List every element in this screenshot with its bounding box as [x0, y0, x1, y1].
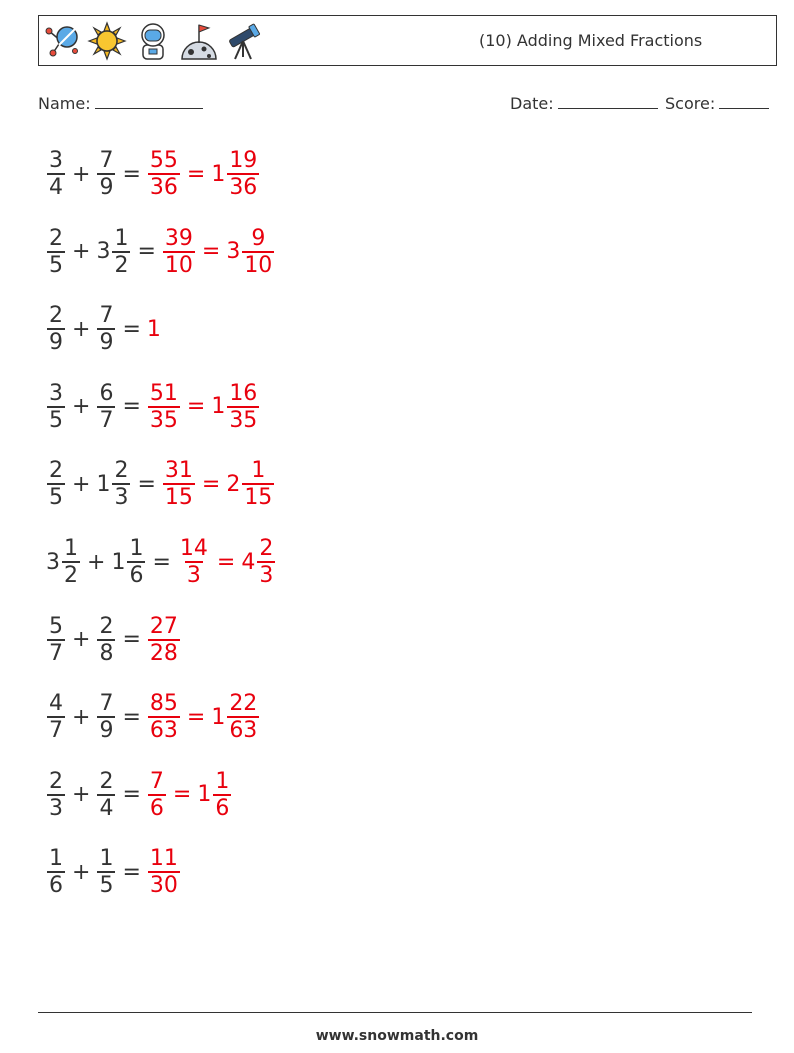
- addend-a-term: [46, 846, 66, 898]
- answer-mixed-whole: 1: [211, 704, 226, 730]
- addend-a-denominator: 6: [49, 873, 63, 899]
- addend-b-fraction: [97, 303, 115, 355]
- addend-b-denominator: 9: [99, 718, 114, 744]
- addend-a-whole: 3: [46, 549, 60, 575]
- addend-b-denominator: 9: [99, 330, 114, 356]
- answer-mixed-whole: 1: [211, 394, 226, 420]
- answer-improper-numerator: 27: [149, 613, 178, 639]
- addend-b-numerator: 7: [99, 148, 114, 173]
- addend-b-numerator: 2: [99, 613, 114, 639]
- addend-a-fraction: [47, 769, 65, 821]
- plus-sign: +: [72, 782, 91, 808]
- answer-mixed-numerator: 16: [229, 380, 258, 406]
- addend-a-fraction: [47, 614, 65, 666]
- answer-improper-denominator: 28: [149, 640, 178, 666]
- answer-improper-term: [147, 614, 181, 666]
- problem-row: [46, 143, 260, 205]
- problem-row: [46, 609, 181, 671]
- addend-b-fraction: [97, 769, 115, 821]
- name-label: Name:: [38, 94, 91, 113]
- answer-improper-numerator: 39: [164, 225, 193, 251]
- answer-mixed-whole: 2: [226, 471, 241, 497]
- plus-sign: +: [72, 239, 91, 265]
- addend-b-numerator: 6: [99, 380, 114, 406]
- addend-b-whole: 1: [96, 471, 111, 497]
- answer-improper-fraction: [148, 148, 180, 200]
- addend-b-term: [111, 536, 146, 588]
- addend-a-numerator: 2: [49, 225, 63, 251]
- addend-b-whole: 1: [111, 549, 126, 575]
- addend-a-term: [46, 536, 81, 588]
- plus-sign: +: [72, 316, 91, 342]
- addend-a-denominator: 7: [49, 718, 63, 744]
- answer-equals-sign: =: [186, 161, 206, 187]
- addend-b-numerator: 2: [114, 458, 129, 484]
- answer-improper-term: [162, 458, 196, 510]
- answer-mixed-fraction: [227, 148, 259, 200]
- plus-sign: +: [72, 161, 91, 187]
- addend-b-fraction: [97, 381, 115, 433]
- score-label: Score:: [665, 94, 716, 113]
- equals-sign: =: [137, 239, 156, 265]
- problem-row: [46, 298, 161, 360]
- addend-a-fraction: [47, 691, 65, 743]
- answer-improper-denominator: 10: [164, 252, 193, 278]
- answer: [162, 458, 275, 510]
- addend-b-term: [96, 614, 116, 666]
- answer-equals-sign: =: [216, 549, 236, 575]
- equals-sign: =: [122, 394, 141, 420]
- answer-improper-denominator: 6: [149, 795, 164, 821]
- addend-a-numerator: 4: [49, 691, 63, 717]
- addend-a-term: [46, 458, 66, 510]
- answer-mixed-denominator: 10: [244, 252, 273, 278]
- answer: [147, 148, 260, 200]
- addend-a-denominator: 9: [49, 330, 63, 356]
- answer: [147, 769, 232, 821]
- addend-a-fraction: [47, 226, 65, 278]
- equals-sign: =: [122, 704, 141, 730]
- answer-equals-sign: =: [172, 782, 192, 808]
- answer-mixed-fraction: [227, 691, 259, 743]
- addend-b-fraction: [127, 536, 145, 588]
- addend-a-fraction: [62, 536, 80, 588]
- sun-icon: [87, 21, 127, 61]
- astronaut-icon: [133, 21, 173, 61]
- equals-sign: =: [122, 627, 141, 653]
- equals-sign: =: [122, 161, 141, 187]
- footer-divider: [38, 1012, 752, 1013]
- answer-improper-term: [147, 381, 181, 433]
- addend-a-denominator: 2: [64, 563, 78, 588]
- addend-b-numerator: 7: [99, 303, 114, 329]
- answer-improper-fraction: [163, 226, 195, 278]
- addend-a-denominator: 5: [49, 252, 63, 278]
- addend-b-denominator: 6: [129, 563, 144, 588]
- answer-mixed-term: [241, 536, 276, 588]
- answer-mixed-fraction: [242, 458, 274, 510]
- addend-a-fraction: [47, 846, 65, 898]
- name-field: [38, 92, 203, 115]
- addend-a-numerator: 2: [49, 768, 63, 794]
- score-field: [665, 92, 769, 115]
- plus-sign: +: [87, 549, 106, 575]
- addend-a-numerator: 1: [49, 846, 63, 872]
- answer-mixed-numerator: 2: [259, 536, 274, 561]
- problem-row: [46, 453, 275, 515]
- addend-b-term: [96, 226, 131, 278]
- answer-improper-fraction: [148, 381, 180, 433]
- problem-row: [46, 841, 181, 903]
- addend-b-numerator: 1: [99, 846, 114, 872]
- answer-improper-numerator: 31: [164, 458, 193, 484]
- answer-mixed-denominator: 6: [215, 795, 230, 821]
- addend-b-denominator: 2: [114, 252, 129, 278]
- addend-b-numerator: 7: [99, 691, 114, 717]
- answer-mixed-whole: 1: [211, 161, 226, 187]
- plus-sign: +: [72, 859, 91, 885]
- addend-a-term: [46, 769, 66, 821]
- addend-b-term: [96, 458, 131, 510]
- answer-mixed-term: [226, 226, 275, 278]
- answer-mixed-term: [211, 381, 260, 433]
- addend-a-fraction: [47, 381, 65, 433]
- answer-mixed-term: [211, 148, 260, 200]
- answer-improper-term: [147, 148, 181, 200]
- addend-a-term: [46, 614, 66, 666]
- addend-b-denominator: 7: [99, 407, 114, 433]
- addend-b-denominator: 4: [99, 795, 114, 821]
- score-blank[interactable]: [719, 92, 769, 109]
- addend-b-fraction: [112, 226, 130, 278]
- answer-mixed-fraction: [213, 769, 231, 821]
- answer-improper-fraction: [148, 614, 180, 666]
- addend-b-term: [96, 148, 116, 200]
- problem-row: [46, 221, 275, 283]
- answer-improper-numerator: 14: [179, 536, 208, 561]
- answer-equals-sign: =: [186, 704, 206, 730]
- answer-mixed-numerator: 1: [215, 768, 230, 794]
- answer-improper-denominator: 30: [149, 873, 178, 899]
- addend-b-term: [96, 303, 116, 355]
- addend-a-term: [46, 381, 66, 433]
- addend-a-numerator: 5: [49, 613, 63, 639]
- answer-improper-term: [162, 226, 196, 278]
- addend-b-fraction: [97, 614, 115, 666]
- equals-sign: =: [137, 471, 156, 497]
- date-field: [510, 92, 658, 115]
- answer-improper-term: [147, 769, 167, 821]
- answer: [147, 317, 161, 342]
- plus-sign: +: [72, 394, 91, 420]
- satellite-icon: [41, 21, 81, 61]
- answer-mixed-denominator: 3: [259, 563, 274, 588]
- addend-a-denominator: 4: [49, 175, 63, 200]
- answer-mixed-whole: 4: [241, 549, 256, 575]
- answer-mixed-numerator: 22: [229, 691, 258, 717]
- date-label: Date:: [510, 94, 554, 113]
- addend-b-numerator: 1: [114, 225, 129, 251]
- problem-row: [46, 764, 232, 826]
- addend-a-denominator: 5: [49, 485, 63, 511]
- answer-mixed-fraction: [227, 381, 259, 433]
- answer-mixed-numerator: 9: [251, 225, 266, 251]
- answer-equals-sign: =: [201, 471, 221, 497]
- answer-mixed-numerator: 19: [229, 148, 258, 173]
- addend-a-term: [46, 303, 66, 355]
- addend-b-fraction: [97, 846, 115, 898]
- addend-a-numerator: 3: [49, 148, 63, 173]
- answer: [147, 691, 260, 743]
- answer: [162, 226, 275, 278]
- answer: [147, 614, 181, 666]
- addend-b-fraction: [112, 458, 130, 510]
- addend-b-term: [96, 691, 116, 743]
- problem-row: [46, 531, 276, 593]
- name-blank[interactable]: [95, 92, 203, 109]
- addend-a-fraction: [47, 148, 65, 200]
- answer-improper-denominator: 3: [186, 563, 201, 588]
- equals-sign: =: [122, 316, 141, 342]
- answer-improper-numerator: 51: [149, 380, 178, 406]
- addend-b-term: [96, 381, 116, 433]
- addend-b-term: [96, 846, 116, 898]
- answer: [147, 381, 260, 433]
- answer-improper-numerator: 7: [149, 768, 164, 794]
- answer-mixed-denominator: 36: [229, 175, 258, 200]
- answer: [177, 536, 276, 588]
- problem-row: [46, 686, 260, 748]
- answer-mixed-numerator: 1: [251, 458, 266, 484]
- addend-b-denominator: 9: [99, 175, 114, 200]
- date-blank[interactable]: [558, 92, 658, 109]
- answer-improper-fraction: [178, 536, 210, 588]
- addend-a-term: [46, 691, 66, 743]
- answer-mixed-whole: 3: [226, 239, 241, 265]
- answer-improper-fraction: [163, 458, 195, 510]
- addend-a-term: [46, 226, 66, 278]
- answer: [147, 846, 181, 898]
- answer-mixed-denominator: 63: [229, 718, 258, 744]
- answer-improper-denominator: 63: [149, 718, 178, 744]
- addend-b-denominator: 8: [99, 640, 114, 666]
- answer-improper-fraction: [148, 769, 166, 821]
- addend-a-numerator: 2: [49, 458, 63, 484]
- addend-a-denominator: 3: [49, 795, 63, 821]
- answer-mixed-term: [197, 769, 232, 821]
- addend-a-denominator: 5: [49, 407, 63, 433]
- answer-mixed-fraction: [257, 536, 275, 588]
- answer-improper-term: [177, 536, 211, 588]
- answer-improper-denominator: 15: [164, 485, 193, 511]
- answer-improper-term: [147, 691, 181, 743]
- answer-whole: 1: [146, 316, 161, 342]
- addend-a-numerator: 1: [64, 536, 78, 561]
- plus-sign: +: [72, 627, 91, 653]
- answer-mixed-fraction: [242, 226, 274, 278]
- moon-flag-icon: [179, 21, 219, 61]
- plus-sign: +: [72, 471, 91, 497]
- addend-a-term: [46, 148, 66, 200]
- equals-sign: =: [122, 782, 141, 808]
- answer-equals-sign: =: [186, 394, 206, 420]
- worksheet-title: (10) Adding Mixed Fractions: [479, 31, 703, 50]
- worksheet-header: [38, 15, 777, 66]
- answer-mixed-term: [211, 691, 260, 743]
- addend-b-fraction: [97, 691, 115, 743]
- answer-improper-denominator: 35: [149, 407, 178, 433]
- answer-improper-numerator: 85: [149, 691, 178, 717]
- answer-improper-denominator: 36: [149, 175, 178, 200]
- footer-url: www.snowmath.com: [315, 1028, 479, 1044]
- answer-improper-term: [147, 846, 181, 898]
- addend-a-numerator: 2: [49, 303, 63, 329]
- addend-b-whole: 3: [96, 239, 111, 265]
- answer-equals-sign: =: [201, 239, 221, 265]
- plus-sign: +: [72, 704, 91, 730]
- answer-mixed-whole: 1: [197, 782, 212, 808]
- answer-improper-fraction: [148, 691, 180, 743]
- equals-sign: =: [152, 549, 171, 575]
- addend-a-fraction: [47, 458, 65, 510]
- addend-a-numerator: 3: [49, 380, 63, 406]
- telescope-icon: [223, 21, 263, 61]
- addend-b-denominator: 3: [114, 485, 129, 511]
- answer-mixed-term: [226, 458, 275, 510]
- answer-improper-numerator: 11: [149, 846, 178, 872]
- addend-b-term: [96, 769, 116, 821]
- addend-b-numerator: 2: [99, 768, 114, 794]
- answer-improper-numerator: 55: [149, 148, 178, 173]
- answer-mixed-denominator: 35: [229, 407, 258, 433]
- problem-row: [46, 376, 260, 438]
- addend-b-numerator: 1: [129, 536, 144, 561]
- answer-improper-fraction: [148, 846, 180, 898]
- addend-a-fraction: [47, 303, 65, 355]
- addend-b-fraction: [97, 148, 115, 200]
- addend-a-denominator: 7: [49, 640, 63, 666]
- addend-b-denominator: 5: [99, 873, 114, 899]
- answer-mixed-denominator: 15: [244, 485, 273, 511]
- equals-sign: =: [122, 859, 141, 885]
